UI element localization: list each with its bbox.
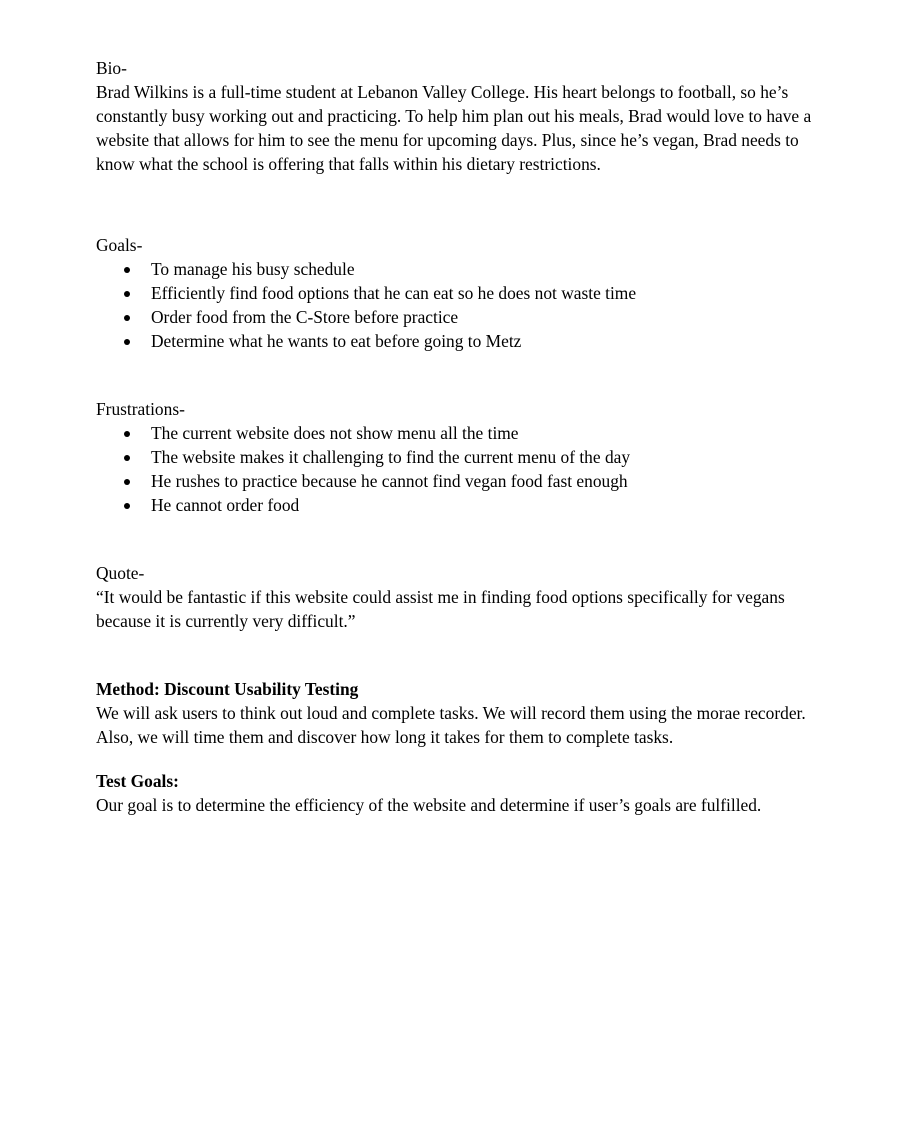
frustration-text: He cannot order food	[151, 495, 300, 515]
bullet-icon	[124, 339, 130, 345]
list-item	[96, 445, 816, 469]
goal-text: Determine what he wants to eat before going to Metz	[151, 331, 522, 351]
bullet-icon	[124, 267, 130, 273]
goal-text: To manage his busy schedule	[151, 259, 355, 279]
quote-text: “It would be fantastic if this website could assist me in finding food options specifically for vegans because it is currently very difficult.”	[96, 587, 785, 631]
list-item	[96, 305, 816, 329]
test-goals-text: Our goal is to determine the efficiency of the website and determine if user’s goals are fulfilled.	[96, 795, 762, 815]
frustrations-section	[96, 397, 816, 517]
frustration-text: The current website does not show menu all the time	[151, 423, 519, 443]
list-item	[96, 329, 816, 353]
list-item	[96, 493, 816, 517]
list-item	[96, 281, 816, 305]
quote-section	[96, 561, 816, 633]
frustration-text: The website makes it challenging to find the current menu of the day	[151, 447, 631, 467]
frustrations-list	[96, 421, 816, 517]
bio-section	[96, 56, 816, 176]
bio-label: Bio-	[96, 58, 127, 78]
document-page	[96, 56, 816, 817]
bullet-icon	[124, 479, 130, 485]
bullet-icon	[124, 503, 130, 509]
goals-section	[96, 233, 816, 353]
method-section	[96, 677, 816, 749]
list-item	[96, 421, 816, 445]
list-item	[96, 257, 816, 281]
method-heading: Method: Discount Usability Testing	[96, 679, 359, 699]
method-text: We will ask users to think out loud and complete tasks. We will record them using the morae recorder. Also, we will time them and discover how long it takes for them to complete tasks.	[96, 703, 806, 747]
quote-label: Quote-	[96, 563, 145, 583]
bio-text: Brad Wilkins is a full-time student at Lebanon Valley College. His heart belongs to football, so he’s constantly busy working out and practicing. To help him plan out his meals, Brad would love to have a website that allows for him to see the menu for upcoming days. Plus, since he’s vegan, Brad needs to know what the school is offering that falls within his dietary restrictions.	[96, 82, 812, 174]
goals-list	[96, 257, 816, 353]
frustration-text: He rushes to practice because he cannot find vegan food fast enough	[151, 471, 628, 491]
goals-label: Goals-	[96, 235, 143, 255]
test-goals-section	[96, 769, 816, 817]
goal-text: Order food from the C-Store before practice	[151, 307, 459, 327]
goal-text: Efficiently find food options that he can eat so he does not waste time	[151, 283, 637, 303]
bullet-icon	[124, 455, 130, 461]
frustrations-label: Frustrations-	[96, 399, 185, 419]
bullet-icon	[124, 291, 130, 297]
test-goals-heading: Test Goals:	[96, 771, 179, 791]
bullet-icon	[124, 431, 130, 437]
list-item	[96, 469, 816, 493]
bullet-icon	[124, 315, 130, 321]
